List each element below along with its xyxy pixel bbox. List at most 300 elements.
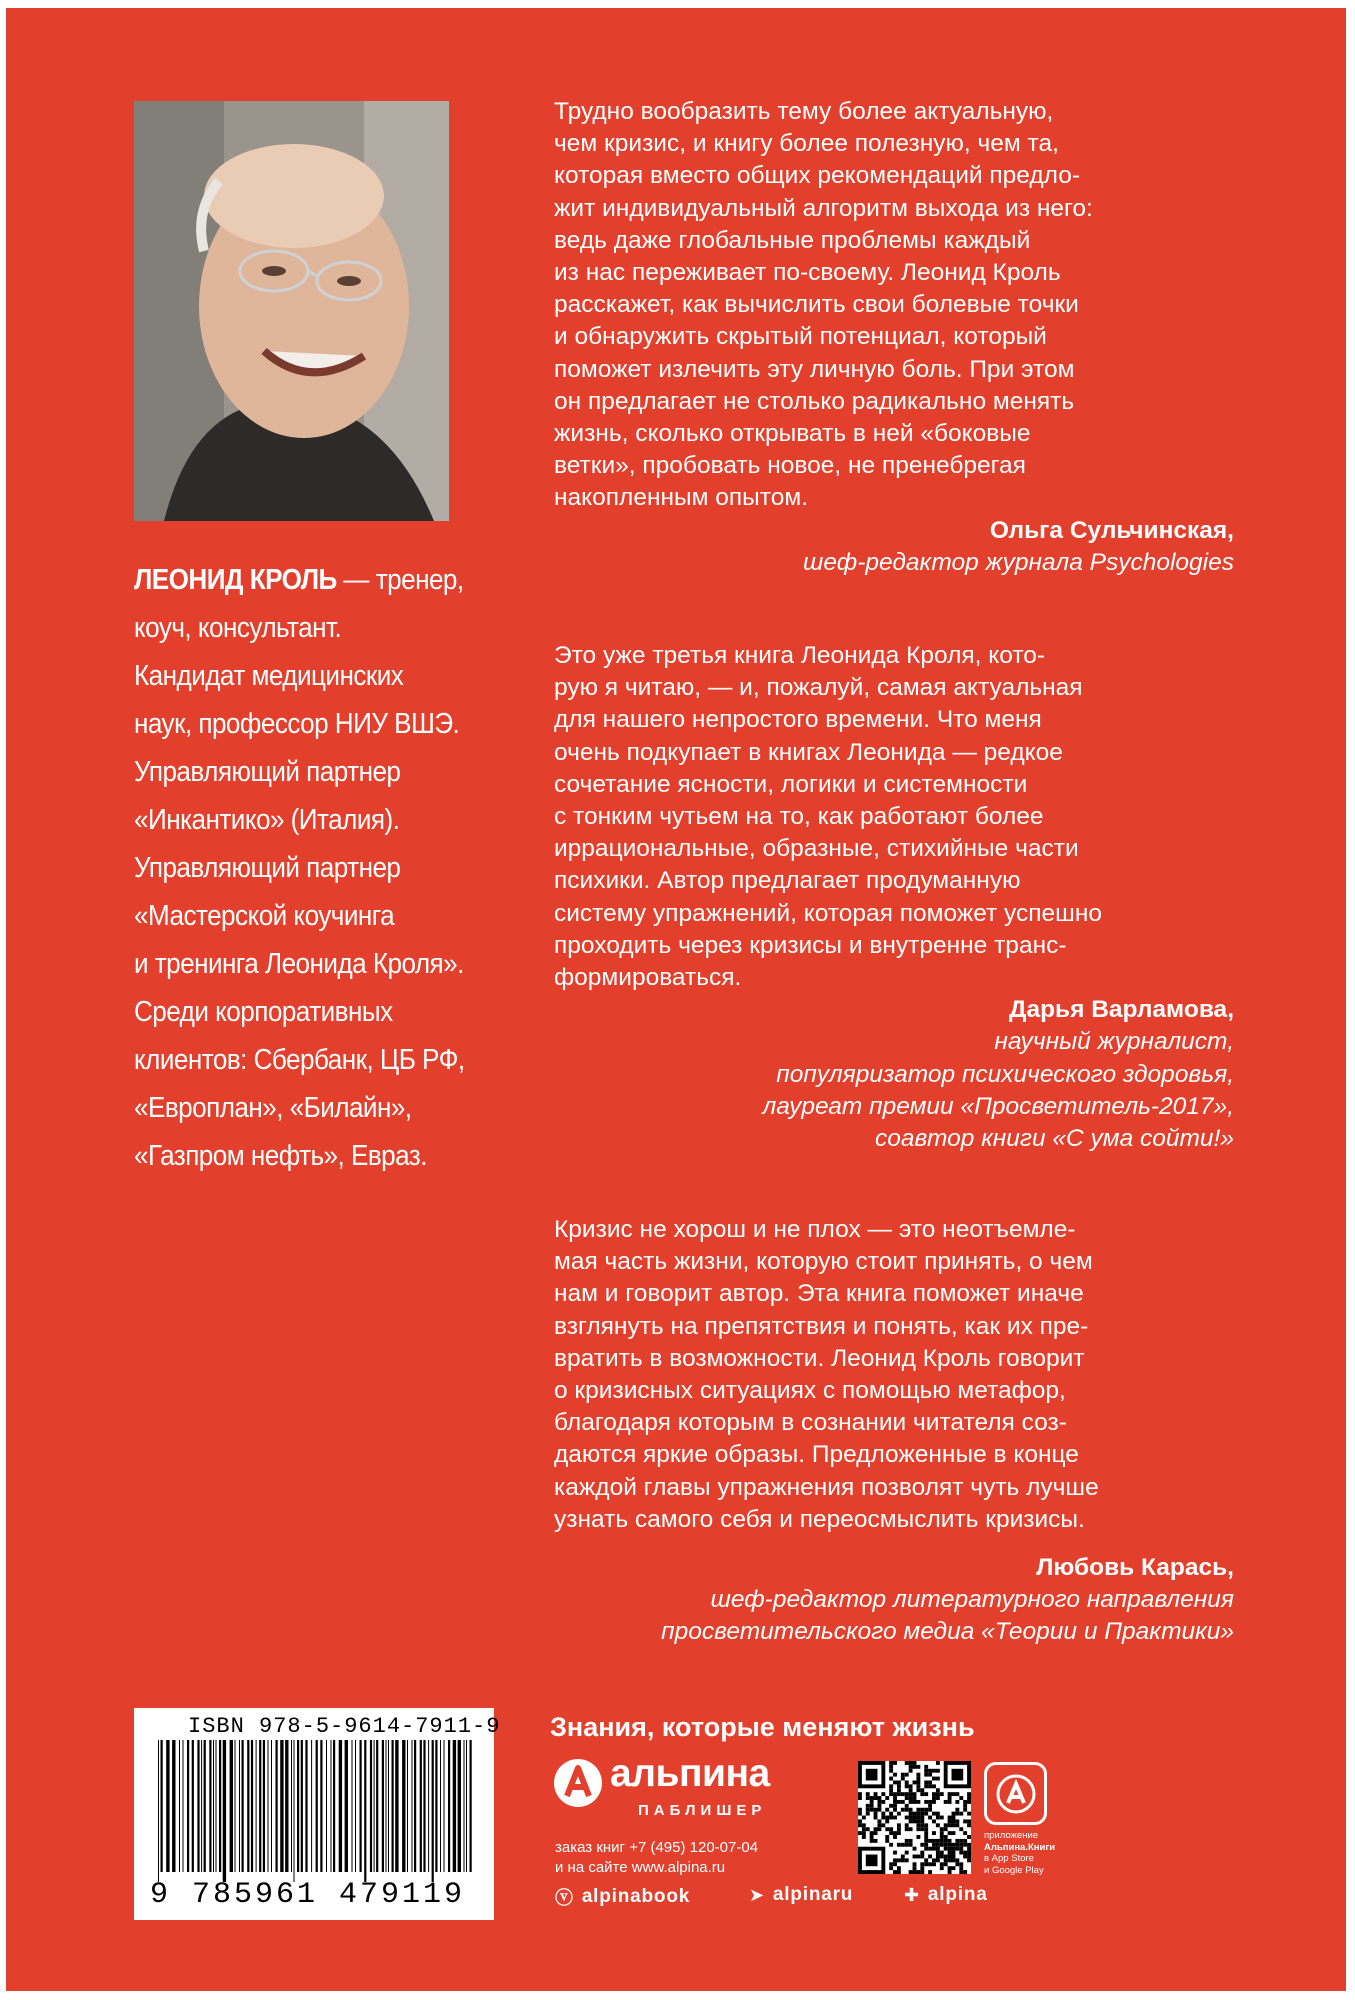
qr-module — [948, 1843, 952, 1847]
bio-line: клиентов: Сбербанк, ЦБ РФ, — [134, 1044, 465, 1076]
qr-module — [909, 1816, 913, 1820]
qr-module — [920, 1870, 924, 1874]
qr-module — [862, 1823, 866, 1827]
qr-module — [893, 1816, 897, 1820]
bio-line: наук, профессор НИУ ВШЭ. — [134, 708, 460, 740]
barcode-bar — [352, 1740, 353, 1872]
qr-module — [932, 1831, 936, 1835]
qr-module — [877, 1827, 881, 1831]
review-line: из нас переживает по-своему. Леонид Кроль — [554, 259, 1061, 287]
qr-module — [916, 1784, 920, 1788]
bio-line: Среди корпоративных — [134, 996, 393, 1028]
qr-module — [916, 1870, 920, 1874]
qr-module — [928, 1808, 932, 1812]
qr-module — [940, 1862, 944, 1866]
qr-module — [963, 1839, 967, 1843]
qr-module — [952, 1847, 956, 1851]
review-line: поможет излечить эту личную боль. При этом — [554, 355, 1075, 383]
qr-module — [936, 1858, 940, 1862]
qr-module — [924, 1792, 928, 1796]
qr-module — [940, 1835, 944, 1839]
qr-module — [909, 1784, 913, 1788]
qr-module — [944, 1800, 948, 1804]
qr-module — [944, 1827, 948, 1831]
qr-module — [924, 1765, 928, 1769]
review-author: Дарья Варламова, — [1008, 996, 1234, 1024]
qr-module — [959, 1851, 963, 1855]
order-website: и на сайте www.alpina.ru — [555, 1859, 726, 1876]
barcode-bar — [333, 1740, 335, 1872]
qr-module — [909, 1812, 913, 1816]
review-1 — [554, 96, 1234, 579]
barcode-bar — [276, 1740, 278, 1872]
review-author-role: просветительского медиа «Теории и Практики» — [661, 1618, 1234, 1646]
qr-module — [905, 1808, 909, 1812]
qr-module — [858, 1796, 862, 1800]
barcode-bar — [470, 1740, 472, 1872]
qr-module — [959, 1812, 963, 1816]
barcode-bar — [448, 1740, 450, 1872]
qr-module — [893, 1851, 897, 1855]
qr-module — [866, 1855, 878, 1867]
qr-module — [897, 1784, 901, 1788]
qr-module — [948, 1796, 952, 1800]
qr-module — [967, 1847, 971, 1851]
social-label: alpina — [927, 1884, 988, 1905]
qr-module — [920, 1843, 924, 1847]
qr-module — [948, 1839, 952, 1843]
barcode-bar — [395, 1740, 398, 1872]
qr-module — [897, 1831, 901, 1835]
qr-module — [893, 1792, 897, 1796]
bio-line: «Инкантико» (Италия). — [134, 804, 400, 836]
qr-module — [897, 1812, 901, 1816]
qr-module — [944, 1862, 948, 1866]
telegram-icon: ➤ — [749, 1884, 765, 1905]
qr-module — [862, 1827, 866, 1831]
qr-module — [940, 1816, 944, 1820]
qr-code-pattern — [858, 1761, 971, 1874]
qr-module — [913, 1761, 917, 1765]
qr-module — [963, 1800, 967, 1804]
qr-module — [881, 1816, 885, 1820]
qr-module — [948, 1858, 952, 1862]
review-line: проходить через кризисы и внутренне транс- — [554, 931, 1067, 959]
barcode-bar — [239, 1740, 240, 1872]
qr-module — [889, 1792, 893, 1796]
barcode-bar — [311, 1740, 312, 1872]
review-line: ведь даже глобальные проблемы каждый — [554, 226, 1031, 254]
review-line: жизнь, сколько открывать в ней «боковые — [554, 420, 1031, 448]
qr-module — [932, 1812, 936, 1816]
qr-module — [885, 1827, 889, 1831]
qr-module — [963, 1808, 967, 1812]
qr-module — [909, 1870, 913, 1874]
qr-module — [874, 1831, 878, 1835]
qr-module — [936, 1788, 940, 1792]
qr-module — [913, 1796, 917, 1800]
qr-module — [897, 1870, 901, 1874]
qr-module — [967, 1819, 971, 1823]
qr-module — [924, 1812, 928, 1816]
vk-icon: ⓥ — [555, 1888, 574, 1908]
qr-module — [924, 1847, 928, 1851]
qr-module — [948, 1800, 952, 1804]
review-line: расскажет, как вычислить свои болевые точки — [554, 291, 1079, 319]
app-icon — [984, 1762, 1047, 1825]
qr-module — [893, 1773, 897, 1777]
author-bio — [134, 556, 476, 1180]
qr-module — [905, 1823, 909, 1827]
review-line: сочетание ясности, логики и системности — [554, 770, 1028, 798]
qr-module — [932, 1796, 936, 1800]
qr-module — [924, 1780, 928, 1784]
qr-module — [967, 1851, 971, 1855]
barcode-bar — [376, 1740, 378, 1872]
qr-module — [885, 1808, 889, 1812]
qr-module — [952, 1866, 956, 1870]
qr-module — [955, 1862, 959, 1866]
review-line: мая часть жизни, которую стоит принять, о чем — [554, 1248, 1093, 1276]
qr-module — [948, 1816, 952, 1820]
barcode-bar — [345, 1740, 348, 1872]
qr-module — [905, 1761, 909, 1765]
qr-module — [858, 1808, 862, 1812]
barcode-bar — [192, 1740, 194, 1872]
barcode-bar — [235, 1740, 236, 1872]
qr-module — [893, 1831, 897, 1835]
review-author-role: научный журналист, — [994, 1028, 1234, 1056]
qr-module — [877, 1819, 881, 1823]
barcode-bar — [326, 1740, 327, 1872]
social-ok — [904, 1884, 988, 1906]
bio-line: коуч, консультант. — [134, 612, 342, 644]
barcode-bar — [172, 1740, 175, 1872]
barcode-bar — [263, 1740, 265, 1872]
qr-module — [967, 1858, 971, 1862]
qr-module — [920, 1819, 924, 1823]
barcode-bar — [464, 1740, 465, 1872]
barcode-bar — [256, 1740, 257, 1872]
order-phone: заказ книг +7 (495) 120-07-04 — [555, 1839, 759, 1856]
qr-module — [932, 1839, 936, 1843]
qr-module — [897, 1866, 901, 1870]
review-line: Кризис не хорош и не плох — это неотъемле- — [554, 1216, 1076, 1243]
qr-module — [905, 1839, 909, 1843]
qr-module — [955, 1843, 959, 1847]
qr-module — [889, 1862, 893, 1866]
qr-module — [889, 1816, 893, 1820]
qr-module — [881, 1792, 885, 1796]
qr-module — [924, 1827, 928, 1831]
social-label: alpinabook — [581, 1886, 691, 1907]
bio-line: и тренинга Леонида Кроля». — [134, 948, 464, 980]
barcode-bar — [297, 1740, 299, 1872]
barcode-bar — [285, 1740, 288, 1872]
barcode-bar — [294, 1740, 295, 1882]
qr-module — [893, 1761, 897, 1765]
review-line: Это уже третья книга Леонида Кроля, кото- — [554, 642, 1046, 669]
qr-module — [897, 1780, 901, 1784]
bio-line: ЛЕОНИД КРОЛЬ — тренер, — [134, 564, 464, 596]
barcode-bar — [428, 1740, 429, 1872]
barcode-bar — [259, 1740, 261, 1872]
qr-module — [924, 1800, 928, 1804]
qr-module — [952, 1816, 956, 1820]
review-line: рую я читаю, — и, пожалуй, самая актуальная — [554, 674, 1083, 702]
qr-module — [909, 1839, 913, 1843]
qr-module — [936, 1839, 940, 1843]
qr-module — [932, 1862, 936, 1866]
bio-line: «Газпром нефть», Евраз. — [134, 1140, 427, 1172]
barcode-bar — [423, 1740, 425, 1872]
alpina-app-icon — [996, 1774, 1036, 1814]
publisher-name: альпина — [610, 1752, 770, 1795]
barcode-bar — [271, 1740, 272, 1872]
qr-module — [940, 1839, 944, 1843]
qr-module — [932, 1792, 936, 1796]
qr-module — [901, 1808, 905, 1812]
qr-module — [948, 1855, 952, 1859]
barcode-bar — [223, 1740, 226, 1882]
qr-module — [866, 1812, 870, 1816]
barcode-bar — [161, 1740, 163, 1872]
qr-module — [877, 1800, 881, 1804]
qr-module — [948, 1819, 952, 1823]
barcode-bar — [301, 1740, 303, 1872]
qr-module — [936, 1792, 940, 1796]
qr-module — [897, 1858, 901, 1862]
qr-module — [901, 1792, 905, 1796]
qr-module — [889, 1777, 893, 1781]
qr-module — [901, 1855, 905, 1859]
barcode-bar — [382, 1740, 384, 1872]
barcode-bar — [339, 1740, 342, 1872]
qr-module — [920, 1851, 924, 1855]
qr-module — [885, 1839, 889, 1843]
qr-module — [889, 1866, 893, 1870]
qr-code — [858, 1761, 971, 1874]
qr-module — [924, 1769, 928, 1773]
social-label: alpinaru — [772, 1884, 854, 1905]
qr-module — [932, 1843, 936, 1847]
qr-module — [948, 1851, 952, 1855]
qr-module — [920, 1812, 924, 1816]
qr-module — [905, 1827, 909, 1831]
barcode-bar — [204, 1740, 206, 1872]
qr-module — [916, 1816, 920, 1820]
review-line: чем кризис, и книгу более полезную, чем та, — [554, 130, 1059, 158]
qr-module — [885, 1816, 889, 1820]
barcode-bar — [209, 1740, 211, 1872]
qr-module — [924, 1835, 928, 1839]
qr-module — [866, 1808, 870, 1812]
qr-module — [944, 1823, 948, 1827]
review-line: жит индивидуальный алгоритм выхода из него: — [554, 194, 1093, 222]
barcode-bar — [183, 1740, 184, 1872]
qr-module — [963, 1870, 967, 1874]
qr-module — [874, 1792, 878, 1796]
qr-module — [928, 1784, 932, 1788]
bio-line: Управляющий партнер — [134, 852, 401, 884]
qr-module — [924, 1808, 928, 1812]
barcode-bar — [166, 1740, 169, 1872]
barcode-bar — [435, 1740, 437, 1872]
qr-module — [928, 1804, 932, 1808]
qr-module — [959, 1866, 963, 1870]
qr-module — [932, 1769, 936, 1773]
barcode-bars — [154, 1740, 474, 1882]
qr-module — [913, 1765, 917, 1769]
qr-module — [913, 1855, 917, 1859]
qr-module — [858, 1812, 862, 1816]
qr-module — [963, 1855, 967, 1859]
qr-module — [959, 1843, 963, 1847]
qr-module — [909, 1769, 913, 1773]
review-line: нам и говорит автор. Эта книга поможет иначе — [554, 1280, 1084, 1308]
qr-module — [870, 1808, 874, 1812]
qr-module — [959, 1796, 963, 1800]
barcode-bar — [201, 1740, 202, 1872]
review-line: каждой главы упражнения позволят чуть лучше — [554, 1473, 1099, 1501]
qr-module — [955, 1792, 959, 1796]
qr-module — [905, 1780, 909, 1784]
qr-module — [955, 1823, 959, 1827]
qr-module — [952, 1769, 964, 1781]
barcode-bar — [386, 1740, 387, 1872]
qr-module — [881, 1823, 885, 1827]
review-3 — [554, 1214, 1234, 1649]
qr-module — [866, 1796, 870, 1800]
review-author-role: шеф-редактор журнала Psychologies — [803, 548, 1234, 576]
alpina-logo-icon — [551, 1756, 605, 1810]
qr-module — [944, 1847, 948, 1851]
barcode-bar — [466, 1740, 467, 1872]
review-author: Любовь Карась, — [1036, 1554, 1234, 1582]
qr-module — [893, 1780, 897, 1784]
qr-module — [885, 1796, 889, 1800]
author-photo — [134, 101, 449, 521]
barcode-bar — [402, 1740, 405, 1872]
qr-module — [909, 1827, 913, 1831]
qr-module — [963, 1804, 967, 1808]
qr-module — [877, 1823, 881, 1827]
qr-module — [905, 1816, 909, 1820]
barcode-bar — [414, 1740, 416, 1872]
qr-module — [909, 1800, 913, 1804]
review-line: он предлагает не столько радикально менять — [554, 387, 1075, 415]
qr-module — [920, 1827, 924, 1831]
bio-line: «Европлан», «Билайн», — [134, 1092, 412, 1124]
review-line: взглянуть на препятствия и понять, как их пре- — [554, 1312, 1089, 1340]
qr-module — [905, 1784, 909, 1788]
qr-module — [893, 1862, 897, 1866]
qr-module — [870, 1835, 874, 1839]
review-author: Ольга Сульчинская, — [989, 516, 1234, 544]
qr-module — [952, 1855, 956, 1859]
qr-module — [893, 1796, 897, 1800]
qr-module — [866, 1769, 878, 1781]
qr-module — [858, 1792, 862, 1796]
qr-module — [924, 1831, 928, 1835]
qr-module — [955, 1800, 959, 1804]
barcode-bar — [360, 1740, 362, 1872]
qr-module — [874, 1812, 878, 1816]
review-line: для нашего непростого времени. Что меня — [554, 706, 1042, 734]
qr-module — [936, 1812, 940, 1816]
qr-module — [858, 1819, 862, 1823]
qr-module — [916, 1823, 920, 1827]
qr-module — [924, 1843, 928, 1847]
review-line: о кризисных ситуациях с помощью метафор, — [554, 1377, 1066, 1405]
qr-module — [920, 1823, 924, 1827]
barcode-bar — [305, 1740, 307, 1872]
qr-module — [889, 1831, 893, 1835]
qr-module — [889, 1788, 893, 1792]
barcode-bar — [458, 1740, 461, 1872]
qr-module — [932, 1847, 936, 1851]
qr-module — [967, 1800, 971, 1804]
review-line: очень подкупает в книгах Леонида — редкое — [554, 738, 1063, 766]
barcode-bar — [230, 1740, 233, 1872]
qr-module — [924, 1784, 928, 1788]
qr-module — [963, 1843, 967, 1847]
barcode-bar — [374, 1740, 375, 1872]
qr-module — [959, 1870, 963, 1874]
qr-module — [928, 1816, 932, 1820]
qr-module — [959, 1827, 963, 1831]
qr-module — [936, 1847, 940, 1851]
qr-module — [913, 1866, 917, 1870]
qr-module — [901, 1777, 905, 1781]
qr-module — [913, 1812, 917, 1816]
qr-module — [881, 1800, 885, 1804]
qr-module — [932, 1819, 936, 1823]
qr-module — [920, 1792, 924, 1796]
qr-module — [948, 1870, 952, 1874]
qr-module — [944, 1843, 948, 1847]
review-author-role: соавтор книги «С ума сойти!» — [875, 1125, 1234, 1153]
qr-module — [932, 1800, 936, 1804]
review-line: с тонким чутьем на то, как работают более — [554, 803, 1044, 831]
qr-module — [955, 1819, 959, 1823]
author-name: ЛЕОНИД КРОЛЬ — [134, 564, 337, 596]
qr-module — [963, 1831, 967, 1835]
review-line: узнать самого себя и переосмыслить кризисы. — [554, 1505, 1085, 1533]
qr-module — [944, 1855, 948, 1859]
barcode-bar — [316, 1740, 318, 1872]
qr-module — [967, 1823, 971, 1827]
review-line: накопленным опытом. — [554, 484, 809, 512]
qr-module — [963, 1851, 967, 1855]
barcode-bar — [355, 1740, 356, 1872]
isbn-number: ISBN 978-5-9614-7911-9 — [188, 1714, 501, 1739]
review-line: даются яркие образы. Предложенные в конце — [554, 1441, 1079, 1469]
qr-module — [913, 1847, 917, 1851]
review-author-role: лауреат премии «Просветитель-2017», — [762, 1092, 1234, 1120]
qr-module — [889, 1761, 893, 1765]
qr-module — [959, 1862, 963, 1866]
qr-module — [936, 1769, 940, 1773]
qr-module — [866, 1804, 870, 1808]
qr-module — [862, 1835, 866, 1839]
qr-module — [967, 1792, 971, 1796]
qr-module — [932, 1858, 936, 1862]
qr-module — [916, 1819, 920, 1823]
qr-module — [909, 1796, 913, 1800]
barcode-bar — [420, 1740, 422, 1872]
qr-module — [940, 1866, 944, 1870]
